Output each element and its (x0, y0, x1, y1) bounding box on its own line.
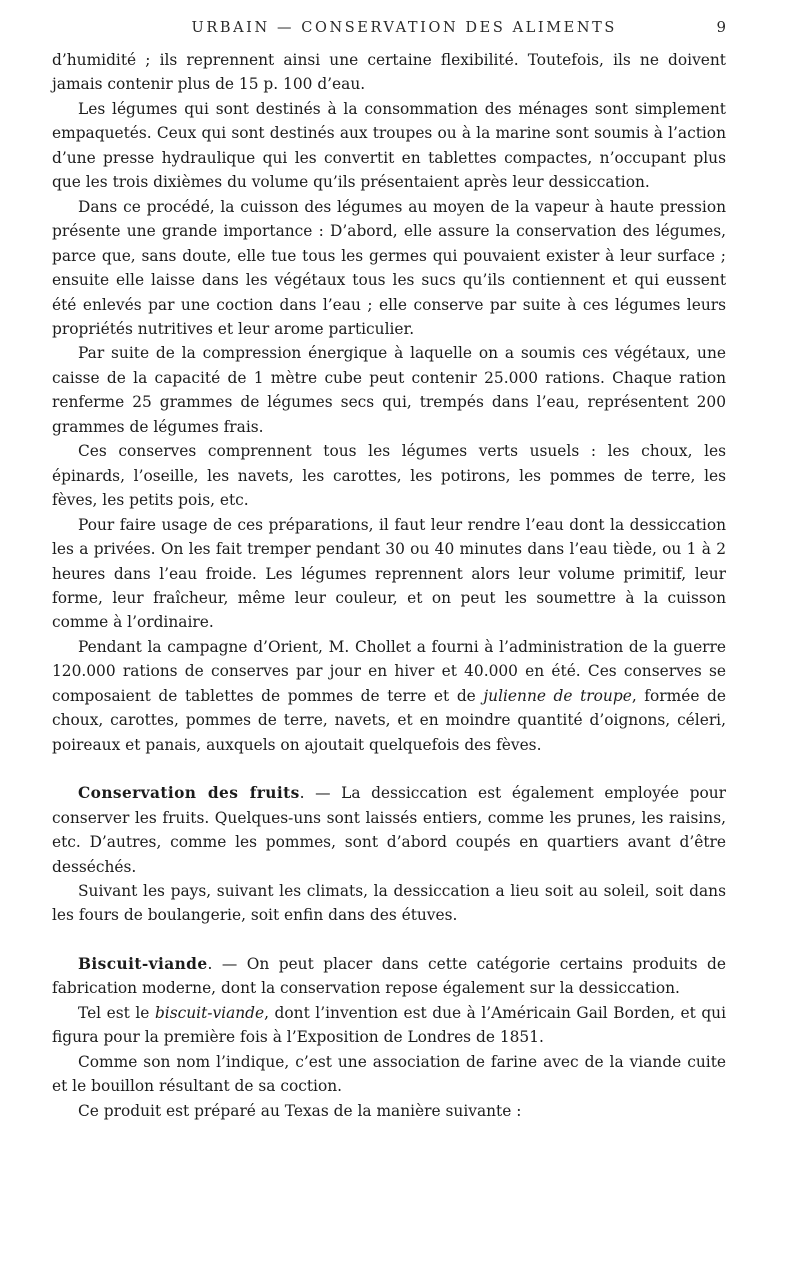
paragraph-text: Ce produit est préparé au Texas de la manière suivante : (78, 1101, 522, 1120)
paragraph (52, 1050, 726, 1099)
paragraph-text: Ces conserves comprennent tous les légumes verts usuels : les choux, les épinards, l’oseille, les navets, les carottes, les potirons, les pommes de terre, les fèves, les petits pois, etc. (52, 442, 726, 510)
paragraph-text: Tel est le (78, 1003, 155, 1022)
paragraph-text: Les légumes qui sont destinés à la consommation des ménages sont simplement empaquetés. Ceux qui sont destinés aux troupes ou à la marine sont soumis à l’action d’une presse hydraulique qui les convertit en tablettes compactes, n’occupant plus que les trois dixièmes du volume qu’ils présentaient après leur dessiccation. (52, 99, 726, 192)
paragraph (52, 48, 726, 97)
paragraph (52, 1001, 726, 1050)
paragraph-text: , formée de choux, carottes, pommes de terre, navets, et en moindre quantité d’oignons, céleri, poireaux et panais, auxquels on ajoutait quelquefois des fèves. (52, 686, 726, 754)
paragraph (52, 781, 726, 879)
paragraph-text: Pendant la campagne d’Orient, M. Chollet a fourni à l’administration de la guerre 120.000 rations de conserves par jour en hiver et 40.000 en été. Ces conserves se composaient de tablettes de pommes de terre et de (52, 637, 726, 705)
paragraph-text: Comme son nom l’indique, c’est une association de farine avec de la viande cuite et le bouillon résultant de sa coction. (52, 1052, 726, 1096)
section-heading: Conservation des fruits (78, 784, 300, 803)
running-head-title: URBAIN — CONSERVATION DES ALIMENTS (191, 20, 617, 36)
paragraph-text: , dont l’invention est due à l’Américain Gail Borden, et qui figura pour la première fois à l’Exposition de Londres de 1851. (52, 1003, 727, 1047)
paragraph-text: Pour faire usage de ces préparations, il faut leur rendre l’eau dont la dessiccation les a privées. On les fait tremper pendant 30 ou 40 minutes dans l’eau tiède, ou 1 à 2 heures dans l’eau froide. Les légumes reprennent alors leur volume primitif, leur forme, leur fraîcheur, même leur couleur, et on peut les soumettre à la cuisson comme à l’ordinaire. (52, 515, 726, 632)
page-number: 9 (716, 18, 726, 36)
paragraph-text: . — On peut placer dans cette catégorie certains produits de fabrication moderne, dont la conservation repose également sur la dessiccation. (52, 954, 726, 998)
paragraph (52, 635, 726, 757)
paragraph-text: . — La dessiccation est également employée pour conserver les fruits. Quelques-uns sont laissés entiers, comme les prunes, les raisins, etc. D’autres, comme les pommes, sont d’abord coupés en quartiers avant d’être desséchés. (52, 784, 726, 876)
paragraph-text: Suivant les pays, suivant les climats, la dessiccation a lieu soit au soleil, soit dans les fours de boulangerie, soit enfin dans des étuves. (52, 881, 726, 925)
paragraph (52, 195, 726, 342)
body-text (52, 48, 726, 1123)
running-head (52, 18, 726, 44)
paragraph-text: Dans ce procédé, la cuisson des légumes au moyen de la vapeur à haute pression présente une grande importance : D’abord, elle assure la conservation des légumes, parce que, sans doute, elle tue tous les germes qui pouvaient exister à leur surface ; ensuite elle laisse dans les végétaux tous les sucs qu’ils contiennent et qui eussent été enlevés par une coction dans l’eau ; elle conserve par suite à ces légumes leurs propriétés nutritives et leur arome particulier. (52, 197, 726, 338)
paragraph (52, 439, 726, 512)
paragraph (52, 341, 726, 439)
paragraph (52, 952, 726, 1001)
paragraph (52, 97, 726, 195)
italic-term: biscuit-viande (154, 1003, 265, 1022)
paragraph (52, 1099, 726, 1123)
section-heading: Biscuit-viande (78, 954, 208, 973)
paragraph-text: d’humidité ; ils reprennent ainsi une certaine flexibilité. Toutefois, ils ne doivent jamais contenir plus de 15 p. 100 d’eau. (52, 51, 726, 94)
section-gap (52, 928, 726, 952)
section-gap (52, 757, 726, 781)
paragraph (52, 879, 726, 928)
paragraph-text: Par suite de la compression énergique à laquelle on a soumis ces végétaux, une caisse de la capacité de 1 mètre cube peut contenir 25.000 rations. Chaque ration renferme 25 grammes de légumes secs qui, trempés dans l’eau, représentent 200 grammes de légumes frais. (52, 344, 726, 436)
italic-term: julienne de troupe (483, 686, 632, 705)
paragraph (52, 513, 726, 635)
